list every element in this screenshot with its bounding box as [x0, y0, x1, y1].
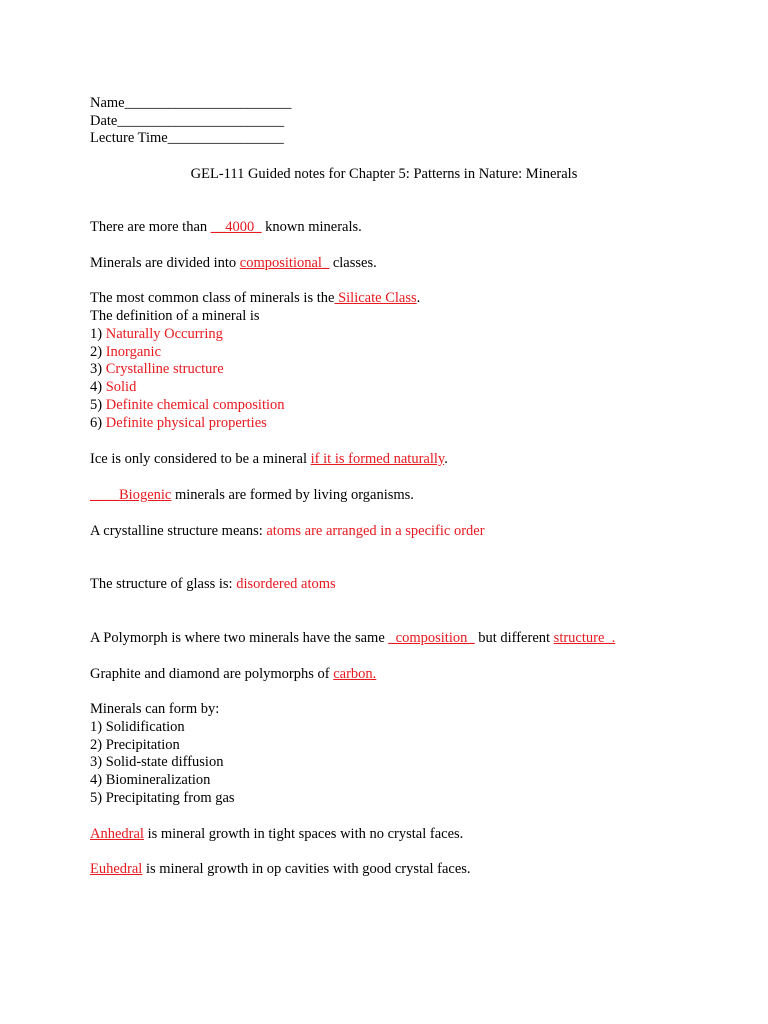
question-ice — [90, 450, 448, 468]
answer-text: Definite physical properties — [105, 415, 267, 431]
definition-item — [90, 396, 285, 414]
item-number: 6) — [90, 415, 106, 431]
answer-text: Anhedral — [90, 826, 144, 842]
question-text: The structure of glass is: — [90, 576, 237, 592]
lecture-time-field: Lecture Time________________ — [90, 130, 284, 146]
definition-item — [90, 325, 223, 343]
question-text: The most common class of minerals is the — [90, 290, 335, 306]
answer-text: Inorganic — [105, 344, 162, 360]
formation-item: 3) Solid-state diffusion — [90, 754, 224, 770]
definition-item — [90, 360, 224, 378]
answer-text: Solid — [105, 379, 137, 395]
answer-text: _composition_ — [388, 630, 475, 646]
item-number: 2) — [90, 344, 106, 360]
answer-text: Definite chemical composition — [105, 397, 285, 413]
item-number: 5) — [90, 397, 106, 413]
answer-text: Naturally Occurring — [105, 326, 223, 342]
definition-item — [90, 343, 161, 361]
question-text: There are more than — [90, 219, 211, 235]
answer-text: ____Biogenic — [90, 487, 172, 503]
document-title: GEL-111 Guided notes for Chapter 5: Patterns in Nature: Minerals — [190, 166, 578, 182]
formation-item: 5) Precipitating from gas — [90, 790, 235, 806]
answer-text: atoms are arranged in a specific order — [266, 523, 485, 539]
answer-text: structure_. — [553, 630, 616, 646]
question-euhedral — [90, 860, 471, 878]
formation-intro: Minerals can form by: — [90, 701, 220, 717]
answer-text: Silicate Class — [334, 290, 417, 306]
question-text: A Polymorph is where two minerals have the same — [90, 630, 389, 646]
question-crystalline — [90, 522, 485, 540]
question-text: known minerals. — [261, 219, 362, 235]
question-text: is mineral growth in op cavities with good crystal faces. — [142, 861, 471, 877]
question-graphite — [90, 665, 376, 683]
question-text: . — [416, 290, 421, 306]
definition-intro: The definition of a mineral is — [90, 308, 260, 324]
question-common-class — [90, 289, 420, 307]
formation-item: 4) Biomineralization — [90, 772, 211, 788]
question-text: is mineral growth in tight spaces with no crystal faces. — [143, 826, 464, 842]
item-number: 4) — [90, 379, 106, 395]
question-anhedral — [90, 825, 463, 843]
date-field: Date_______________________ — [90, 113, 285, 129]
name-field: Name_______________________ — [90, 95, 292, 111]
question-text: classes. — [329, 255, 377, 271]
answer-text: carbon. — [333, 666, 377, 682]
answer-text: compositional_ — [239, 255, 330, 271]
answer-text: Euhedral — [90, 861, 143, 877]
question-biogenic — [90, 486, 414, 504]
question-text: but different — [474, 630, 554, 646]
question-text: minerals are formed by living organisms. — [171, 487, 414, 503]
definition-item — [90, 414, 267, 432]
question-text: Ice is only considered to be a mineral — [90, 451, 311, 467]
question-known-minerals — [90, 218, 362, 236]
answer-text: disordered atoms — [236, 576, 336, 592]
item-number: 3) — [90, 361, 106, 377]
question-glass — [90, 575, 336, 593]
question-mineral-classes — [90, 254, 377, 272]
answer-text: if it is formed naturally — [310, 451, 445, 467]
question-text: . — [444, 451, 448, 467]
item-number: 1) — [90, 326, 106, 342]
question-text: Graphite and diamond are polymorphs of — [90, 666, 334, 682]
question-text: Minerals are divided into — [90, 255, 240, 271]
answer-text: __4000_ — [210, 219, 262, 235]
question-polymorph — [90, 629, 615, 647]
formation-item: 1) Solidification — [90, 719, 185, 735]
answer-text: Crystalline structure — [105, 361, 224, 377]
question-text: A crystalline structure means: — [90, 523, 267, 539]
definition-item — [90, 378, 136, 396]
formation-item: 2) Precipitation — [90, 737, 180, 753]
